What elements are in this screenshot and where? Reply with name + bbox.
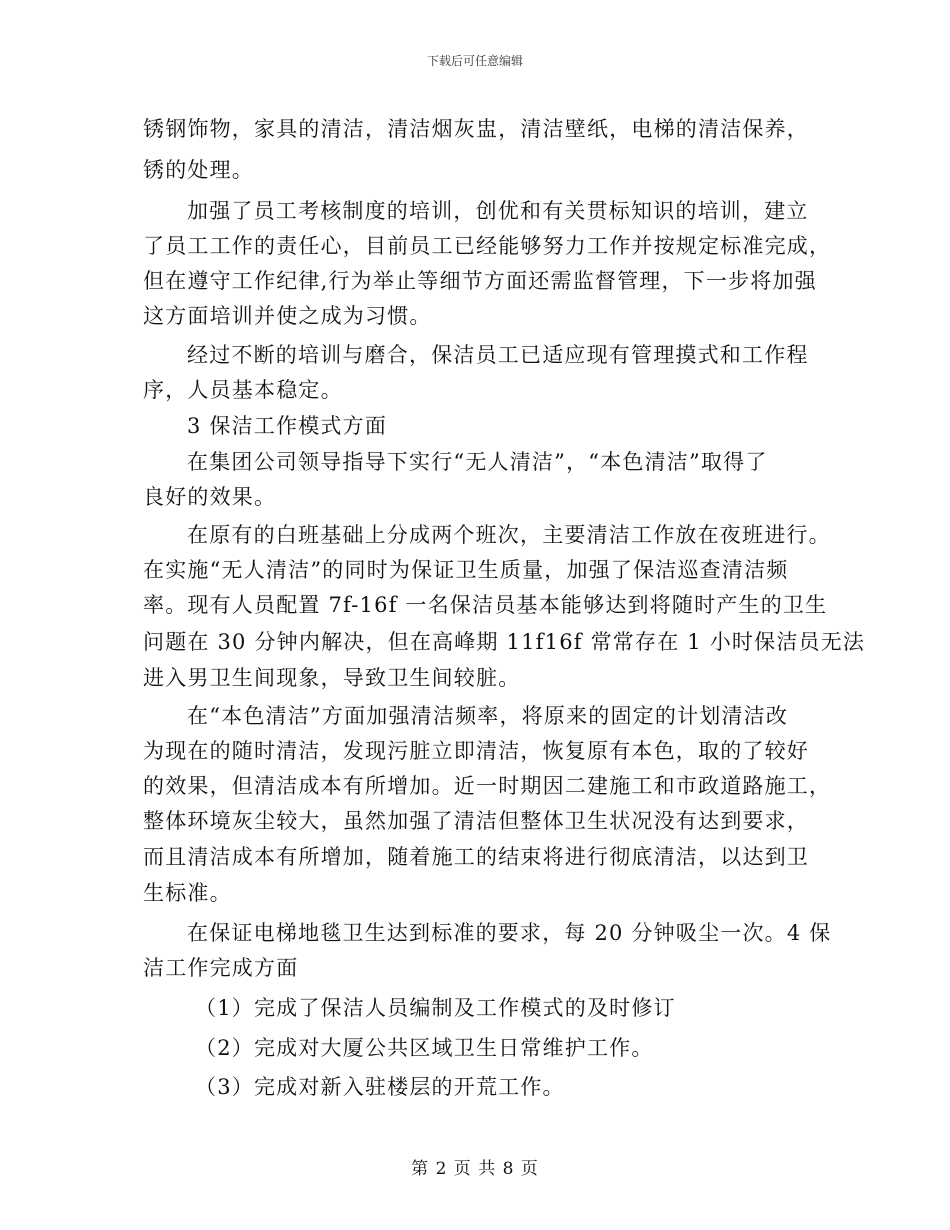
list-item: （3）完成对新入驻楼层的开荒工作。: [195, 1075, 565, 1099]
text-line: 洁工作完成方面: [143, 956, 299, 980]
section-heading: 3 保洁工作模式方面: [187, 414, 388, 438]
text-line: 的效果，但清洁成本有所增加。近一时期因二建施工和市政道路施工，: [143, 774, 832, 798]
text-line: 序，人员基本稳定。: [143, 378, 343, 402]
text-line: 而且清洁成本有所增加，随着施工的结束将进行彻底清洁，以达到卫: [143, 845, 809, 869]
page-footer: 第 2 页 共 8 页: [411, 1159, 539, 1179]
text-line: 良好的效果。: [143, 485, 277, 509]
list-item: （1）完成了保洁人员编制及工作模式的及时修订: [195, 996, 676, 1020]
text-line: 问题在 30 分钟内解决，但在高峰期 11f16f 常常存在 1 小时保洁员无法: [143, 630, 866, 654]
text-line: 锈钢饰物，家具的清洁，清洁烟灰盅，清洁壁纸，电梯的清洁保养，: [143, 117, 809, 141]
text-line: 率。现有人员配置 7f-16f 一名保洁员基本能够达到将随时产生的卫生: [143, 593, 828, 617]
page-header: 下载后可任意编辑: [426, 54, 523, 68]
text-line: 为现在的随时清洁，发现污脏立即清洁，恢复原有本色，取的了较好: [143, 739, 809, 763]
text-line: 在集团公司领导指导下实行“无人清洁”，“本色清洁”取得了: [187, 450, 768, 474]
text-line: 锈的处理。: [143, 158, 254, 182]
text-line: 进入男卫生间现象，导致卫生间较脏。: [143, 666, 521, 690]
text-line: 在“本色清洁”方面加强清洁频率，将原来的固定的计划清洁改: [187, 704, 789, 728]
text-line: 了员工工作的责任心，目前员工已经能够努力工作并按规定标准完成，: [143, 234, 832, 258]
text-line: 在保证电梯地毯卫生达到标准的要求，每 20 分钟吸尘一次。4 保: [187, 921, 832, 945]
text-line: 生标准。: [143, 881, 232, 905]
text-line: 整体环境灰尘较大，虽然加强了清洁但整体卫生状况没有达到要求，: [143, 809, 809, 833]
text-line: 但在遵守工作纪律,行为举止等细节方面还需监督管理，下一步将加强: [143, 269, 817, 293]
text-line: 在实施“无人清洁”的同时为保证卫生质量，加强了保洁巡查清洁频: [143, 558, 789, 582]
text-line: 经过不断的培训与磨合，保洁员工已适应现有管理摸式和工作程: [187, 343, 809, 367]
text-line: 这方面培训并使之成为习惯。: [143, 304, 432, 328]
text-line: 加强了员工考核制度的培训，创优和有关贯标知识的培训，建立: [187, 199, 809, 223]
text-line: 在原有的白班基础上分成两个班次，主要清洁工作放在夜班进行。: [187, 523, 831, 547]
list-item: （2）完成对大厦公共区域卫生日常维护工作。: [195, 1036, 654, 1060]
